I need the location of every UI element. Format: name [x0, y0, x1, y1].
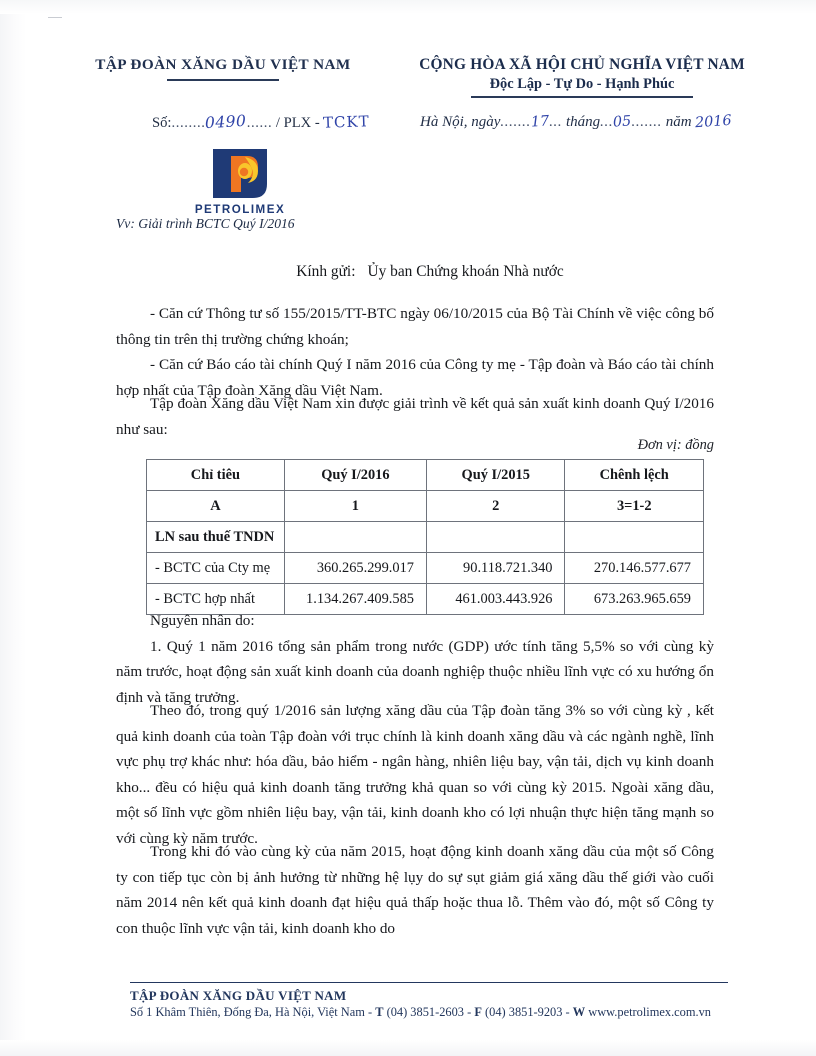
legal-basis-section: [116, 301, 714, 403]
consolidated-q1-2015-value: 461.003.443.926: [426, 584, 565, 615]
footer-website-value: www.petrolimex.com.vn: [585, 1005, 711, 1019]
comparison-section: [116, 839, 714, 941]
year-label: năm: [665, 114, 692, 130]
footer-phone-value: (04) 3851-2603 -: [383, 1005, 475, 1019]
dots-month: ...: [600, 114, 614, 130]
numbering-cell-2: 2: [426, 491, 565, 522]
document-number-line: [152, 113, 370, 132]
purpose-section: [116, 391, 714, 442]
document-footer: [130, 982, 728, 1020]
national-motto: Độc Lập - Tự Do - Hạnh Phúc: [489, 76, 675, 92]
issue-day: 17: [530, 113, 550, 131]
header-right-block: [388, 56, 776, 98]
document-number-label: Số:: [152, 115, 172, 131]
table-header-row: [147, 460, 704, 491]
footer-phone-label: T: [375, 1005, 384, 1019]
legal-basis-paragraph-1: - Căn cứ Thông tư số 155/2015/TT-BTC ngày 06/10/2015 của Bộ Tài Chính về việc công bố thông tin trên thị trường chứng khoán;: [116, 305, 714, 348]
footer-divider: [130, 982, 728, 983]
scan-edge-top: [0, 0, 816, 14]
purpose-paragraph: Tập đoàn Xăng dầu Việt Nam xin được giải trình về kết quả sản xuất kinh doanh Quý I/2016 như sau:: [116, 395, 714, 438]
company-logo-block: [181, 148, 299, 216]
group-label-profit-after-tax: LN sau thuế TNDN: [147, 522, 285, 553]
numbering-cell-1: 1: [284, 491, 426, 522]
petrolimex-logo-icon: [211, 148, 269, 200]
table-numbering-row: [147, 491, 704, 522]
financial-results-table: [146, 459, 704, 615]
footer-contact-line: [130, 1005, 728, 1020]
department-code: TCKT: [323, 112, 371, 132]
reason-heading-section: [116, 608, 714, 710]
footer-fax-value: (04) 3851-9203 -: [481, 1005, 573, 1019]
header-divider-left: [167, 79, 279, 81]
document-header: [0, 56, 816, 98]
document-number-value: 0490: [204, 111, 248, 133]
reason-detail-section: [116, 698, 714, 852]
column-header-indicator: Chỉ tiêu: [147, 460, 285, 491]
document-subject-line: Vv: Giải trình BCTC Quý I/2016: [116, 216, 295, 231]
reason-heading: Nguyên nhân do:: [150, 612, 255, 629]
column-header-q1-2016: Quý I/2016: [284, 460, 426, 491]
issue-year: 2016: [694, 112, 733, 132]
numbering-cell-a: A: [147, 491, 285, 522]
place-and-date-line: [420, 114, 732, 131]
group-empty-cell-1: [284, 522, 426, 553]
scan-artifact-tick: [48, 17, 62, 18]
group-empty-cell-3: [565, 522, 704, 553]
legal-basis-paragraph-2: - Căn cứ Báo cáo tài chính Quý I năm 2016 của Công ty mẹ - Tập đoàn và Báo cáo tài chính hợp nhất của Tập đoàn Xăng dầu Việt Nam.: [116, 356, 714, 399]
footer-fax-label: F: [474, 1005, 482, 1019]
reason-paragraph-1: 1. Quý 1 năm 2016 tổng sản phẩm trong nước (GDP) ước tính tăng 5,5% so với cùng kỳ năm trước, hoạt động sản xuất kinh doanh của doanh nghiệp thuộc nhiều lĩnh vực có xu hướng ổn định và tăng trưởng.: [116, 637, 714, 706]
parent-q1-2015-value: 90.118.721.340: [426, 553, 565, 584]
footer-organization-name: TẬP ĐOÀN XĂNG DẦU VIỆT NAM: [130, 988, 347, 1003]
recipient-line: [0, 263, 816, 281]
dots-tail-day: ...: [549, 114, 563, 130]
document-meta-row: [0, 113, 816, 139]
dots-before-number: ........: [171, 115, 206, 131]
table-row: [147, 553, 704, 584]
row-label-parent-company: - BCTC của Cty mẹ: [147, 553, 285, 584]
issuing-organization-name: TẬP ĐOÀN XĂNG DẦU VIỆT NAM: [95, 56, 351, 73]
header-left-block: [58, 56, 388, 81]
dots-after-number: ......: [246, 115, 273, 131]
scan-edge-bottom: [0, 1040, 816, 1056]
issue-month: 05: [612, 113, 633, 131]
consolidated-difference-value: 673.263.965.659: [565, 584, 704, 615]
recipient-value: Ủy ban Chứng khoán Nhà nước: [367, 263, 564, 280]
month-label: tháng: [566, 114, 601, 130]
recipient-label: Kính gửi:: [296, 263, 356, 280]
parent-difference-value: 270.146.577.677: [565, 553, 704, 584]
dots-day: .......: [500, 114, 531, 130]
dots-tail-month: .......: [631, 114, 662, 130]
consolidated-q1-2016-value: 1.134.267.409.585: [284, 584, 426, 615]
scan-edge-left: [0, 0, 26, 1056]
reason-paragraph-3: Trong khi đó vào cùng kỳ của năm 2015, hoạt động kinh doanh xăng dầu của một số Công ty con tiếp tục còn bị ảnh hưởng từ những hệ lụy do sự sụt giảm giá xăng dầu thế giới vào cuối năm 2014 nên kết quả kinh doanh đạt hiệu quả thấp hoặc thua lỗ. Thêm vào đó, một số Công ty con thuộc lĩnh vực vận tải, kinh doanh kho do: [116, 843, 714, 937]
national-title: CỘNG HÒA XÃ HỘI CHỦ NGHĨA VIỆT NAM: [419, 56, 745, 73]
issue-place-label: Hà Nội, ngày: [420, 114, 501, 130]
footer-web-label: W: [572, 1005, 586, 1019]
footer-address: Số 1 Khâm Thiên, Đống Đa, Hà Nội, Việt Nam -: [130, 1005, 376, 1019]
reason-paragraph-2: Theo đó, trong quý 1/2016 sản lượng xăng dầu của Tập đoàn tăng 3% so với cùng kỳ , kết quả kinh doanh của toàn Tập đoàn với trục chính là kinh doanh xăng dầu và các ngành nghề, lĩnh vực phụ trợ khác như: hóa dầu, bảo hiểm - ngân hàng, nhiên liệu bay, vận tải, dịch vụ kinh doanh kho... đều có hiệu quả kinh doanh tăng trưởng khả quan so với cùng kỳ 2015. Ngoài xăng dầu, một số lĩnh vực gồm nhiên liệu bay, vận tải, kinh doanh kho có lợi nhuận thực hiện tăng mạnh so với cùng kỳ năm trước.: [116, 702, 714, 847]
numbering-cell-3: 3=1-2: [565, 491, 704, 522]
header-divider-right: [471, 96, 693, 98]
petrolimex-wordmark: PETROLIMEX: [194, 203, 286, 216]
group-empty-cell-2: [426, 522, 565, 553]
table-unit-note: Đơn vị: đồng: [637, 437, 714, 453]
document-number-suffix: / PLX -: [275, 115, 320, 131]
column-header-difference: Chênh lệch: [565, 460, 704, 491]
column-header-q1-2015: Quý I/2015: [426, 460, 565, 491]
parent-q1-2016-value: 360.265.299.017: [284, 553, 426, 584]
row-label-consolidated: - BCTC hợp nhất: [147, 584, 285, 615]
table-row-group-header: [147, 522, 704, 553]
